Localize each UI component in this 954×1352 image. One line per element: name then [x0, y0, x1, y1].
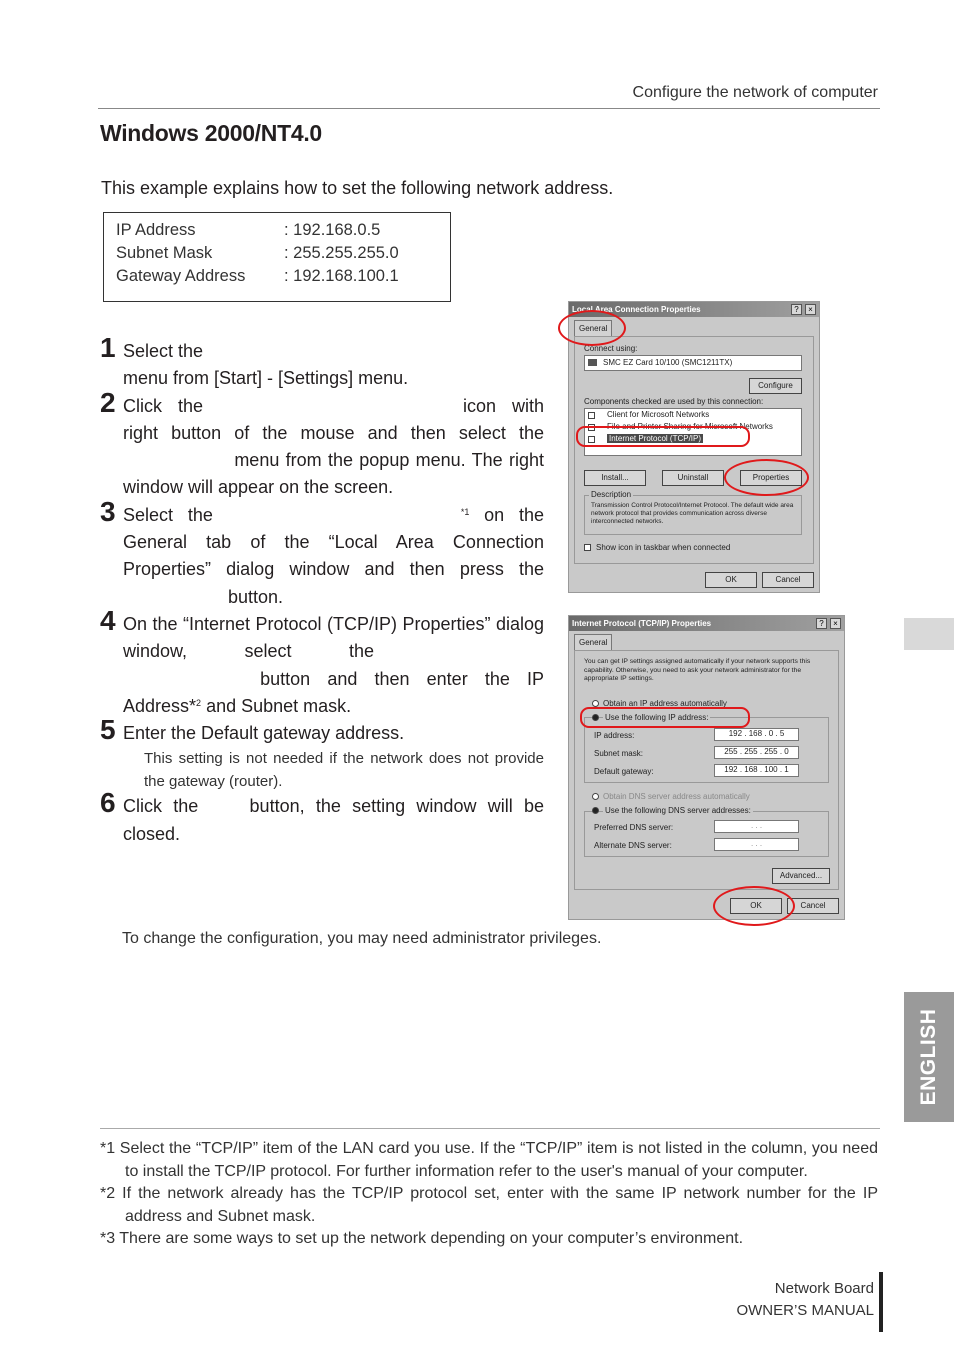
- cancel-button[interactable]: Cancel: [762, 572, 814, 588]
- preferred-dns-field[interactable]: . . .: [714, 820, 799, 833]
- step-text: Enter the Default gateway address.: [123, 723, 405, 744]
- close-icon[interactable]: ×: [830, 618, 841, 629]
- address-label: Gateway Address: [116, 267, 246, 285]
- ip-address-field[interactable]: 192 . 168 . 0 . 5: [714, 728, 799, 741]
- use-following-ip-label: Use the following IP address:: [605, 713, 709, 722]
- step-number: 5: [100, 714, 116, 746]
- step-number: 4: [100, 604, 116, 636]
- step-text: icon with right button of the mouse and then select the: [123, 395, 544, 443]
- highlight-ok-button: [713, 886, 795, 926]
- step-text: On the “Internet Protocol (TCP/IP) Properties” dialog window, select the: [123, 613, 544, 662]
- footnote-rule: [100, 1128, 880, 1129]
- step-4: [100, 604, 544, 720]
- step-text: button.: [228, 586, 284, 607]
- info-text: You can get IP settings assigned automatically if your network supports this capability. Otherwise, you need to ask your network administrator for the appropriate IP settings.: [584, 658, 811, 682]
- obtain-dns-label: Obtain DNS server address automatically: [603, 792, 750, 801]
- language-tab-label: ENGLISH: [917, 1008, 940, 1106]
- address-label: IP Address: [116, 221, 196, 239]
- step-number: 1: [100, 332, 116, 363]
- step-note: This setting is not needed if the network does not provide the gateway (router).: [144, 750, 544, 791]
- step-3: [100, 495, 544, 611]
- component-item-selected[interactable]: Internet Protocol (TCP/IP): [609, 434, 702, 443]
- tab-general[interactable]: General: [574, 634, 612, 650]
- address-value: : 192.168.0.5: [284, 221, 381, 239]
- step-5: [100, 714, 544, 793]
- cancel-button[interactable]: Cancel: [787, 898, 839, 914]
- step-text: menu from the popup menu. The right window will appear on the screen.: [123, 450, 544, 498]
- install-button[interactable]: Install...: [584, 470, 646, 486]
- footnote-2: *2 If the network already has the TCP/IP protocol set, enter with the same IP network number for the IP address and Subnet mask.: [100, 1185, 878, 1225]
- component-checkbox[interactable]: [588, 412, 595, 419]
- address-label: Subnet Mask: [116, 244, 213, 262]
- dialog-title: Local Area Connection Properties: [569, 302, 819, 317]
- default-gateway-label: Default gateway:: [594, 767, 654, 776]
- properties-button[interactable]: Properties: [740, 470, 802, 486]
- help-icon[interactable]: ?: [816, 618, 827, 629]
- admin-note: To change the configuration, you may need administrator privileges.: [122, 930, 602, 947]
- tcpip-properties-dialog: [568, 615, 845, 920]
- address-row-ip: [116, 221, 380, 240]
- step-text: Click the: [123, 395, 203, 416]
- address-value: : 192.168.100.1: [284, 267, 399, 285]
- footer: [736, 1278, 874, 1322]
- configure-button[interactable]: Configure: [749, 378, 802, 394]
- show-icon-checkbox[interactable]: [584, 544, 591, 551]
- dialog-title: Internet Protocol (TCP/IP) Properties: [569, 616, 844, 631]
- step-number: 6: [100, 787, 116, 819]
- footer-bar: [879, 1272, 883, 1332]
- highlight-tcpip-item: [576, 426, 750, 447]
- header-rule: [98, 108, 880, 109]
- component-item[interactable]: Client for Microsoft Networks: [607, 410, 710, 419]
- ok-button[interactable]: OK: [730, 898, 782, 914]
- uninstall-button[interactable]: Uninstall: [662, 470, 724, 486]
- footnote-ref: *1: [460, 506, 470, 517]
- subnet-mask-field[interactable]: 255 . 255 . 255 . 0: [714, 746, 799, 759]
- close-icon[interactable]: ×: [805, 304, 816, 315]
- use-dns-label: Use the following DNS server addresses:: [605, 806, 751, 815]
- use-dns-radio[interactable]: [592, 807, 599, 814]
- components-label: Components checked are used by this connection:: [584, 397, 764, 406]
- step-text: menu from [Start] - [Settings] menu.: [123, 368, 409, 389]
- step-text: button and then enter the IP Address*: [123, 668, 544, 716]
- subnet-mask-label: Subnet mask:: [594, 749, 643, 758]
- highlight-use-following-ip: [580, 707, 750, 728]
- preferred-dns-label: Preferred DNS server:: [594, 823, 674, 832]
- step-text: and Subnet mask.: [206, 695, 352, 716]
- step-6: [100, 787, 544, 848]
- description-text: Transmission Control Protocol/Internet Protocol. The default wide area network protocol that provides communication across diverse interconnected networks.: [591, 502, 794, 525]
- obtain-ip-radio[interactable]: [592, 700, 599, 707]
- address-value: : 255.255.255.0: [284, 244, 399, 262]
- show-icon-label: Show icon in taskbar when connected: [596, 543, 731, 552]
- address-box: [103, 212, 451, 302]
- obtain-ip-label: Obtain an IP address automatically: [603, 699, 727, 708]
- default-gateway-field[interactable]: 192 . 168 . 100 . 1: [714, 764, 799, 777]
- tab-general[interactable]: General: [574, 320, 612, 336]
- alternate-dns-label: Alternate DNS server:: [594, 841, 672, 850]
- footnote-3: *3 There are some ways to set up the network depending on your computer’s environment.: [100, 1230, 744, 1248]
- lan-properties-dialog: [568, 301, 820, 593]
- footnote-1: *1 Select the “TCP/IP” item of the LAN card you use. If the “TCP/IP” item is not listed in the column, you need to install the TCP/IP protocol. For further information refer to the user's manual of your computer.: [100, 1140, 878, 1180]
- advanced-button[interactable]: Advanced...: [772, 868, 830, 884]
- component-item[interactable]: File and Printer Sharing for Microsoft Networks: [607, 422, 773, 431]
- intro-text: This example explains how to set the following network address.: [101, 178, 614, 198]
- adapter-name: SMC EZ Card 10/100 (SMC1211TX): [603, 358, 733, 367]
- footnote-ref: 2: [196, 697, 202, 708]
- step-text: button, the setting window will be closed.: [123, 796, 544, 844]
- network-card-icon: [588, 359, 597, 366]
- obtain-dns-radio[interactable]: [592, 793, 599, 800]
- page-title: Windows 2000/NT4.0: [100, 120, 322, 146]
- footer-line-2: OWNER’S MANUAL: [736, 1302, 874, 1319]
- header-caption: Configure the network of computer: [632, 84, 878, 101]
- connect-using-label: Connect using:: [584, 344, 638, 353]
- help-icon[interactable]: ?: [791, 304, 802, 315]
- step-text: Select the: [123, 504, 213, 525]
- address-row-gateway: [116, 267, 399, 286]
- highlight-general-tab: [558, 310, 626, 346]
- side-marker: [904, 618, 954, 650]
- ok-button[interactable]: OK: [705, 572, 757, 588]
- steps-list: [100, 332, 544, 848]
- step-text: Select the: [123, 341, 204, 361]
- description-label: Description: [591, 490, 632, 499]
- step-2: [100, 386, 544, 502]
- step-number: 3: [100, 495, 116, 527]
- step-1: [100, 332, 544, 393]
- footer-line-1: Network Board: [774, 1280, 874, 1297]
- adapter-field: [584, 355, 802, 371]
- step-number: 2: [100, 386, 116, 418]
- footnotes: [100, 1138, 878, 1251]
- highlight-properties-button: [724, 459, 809, 496]
- language-tab: [904, 992, 954, 1122]
- ip-address-label: IP address:: [594, 731, 635, 740]
- alternate-dns-field[interactable]: . . .: [714, 838, 799, 851]
- address-row-subnet: [116, 244, 399, 263]
- step-text: on the General tab of the “Local Area Connection Properties” dialog window and then press the: [123, 504, 544, 580]
- step-text: Click the: [123, 796, 199, 817]
